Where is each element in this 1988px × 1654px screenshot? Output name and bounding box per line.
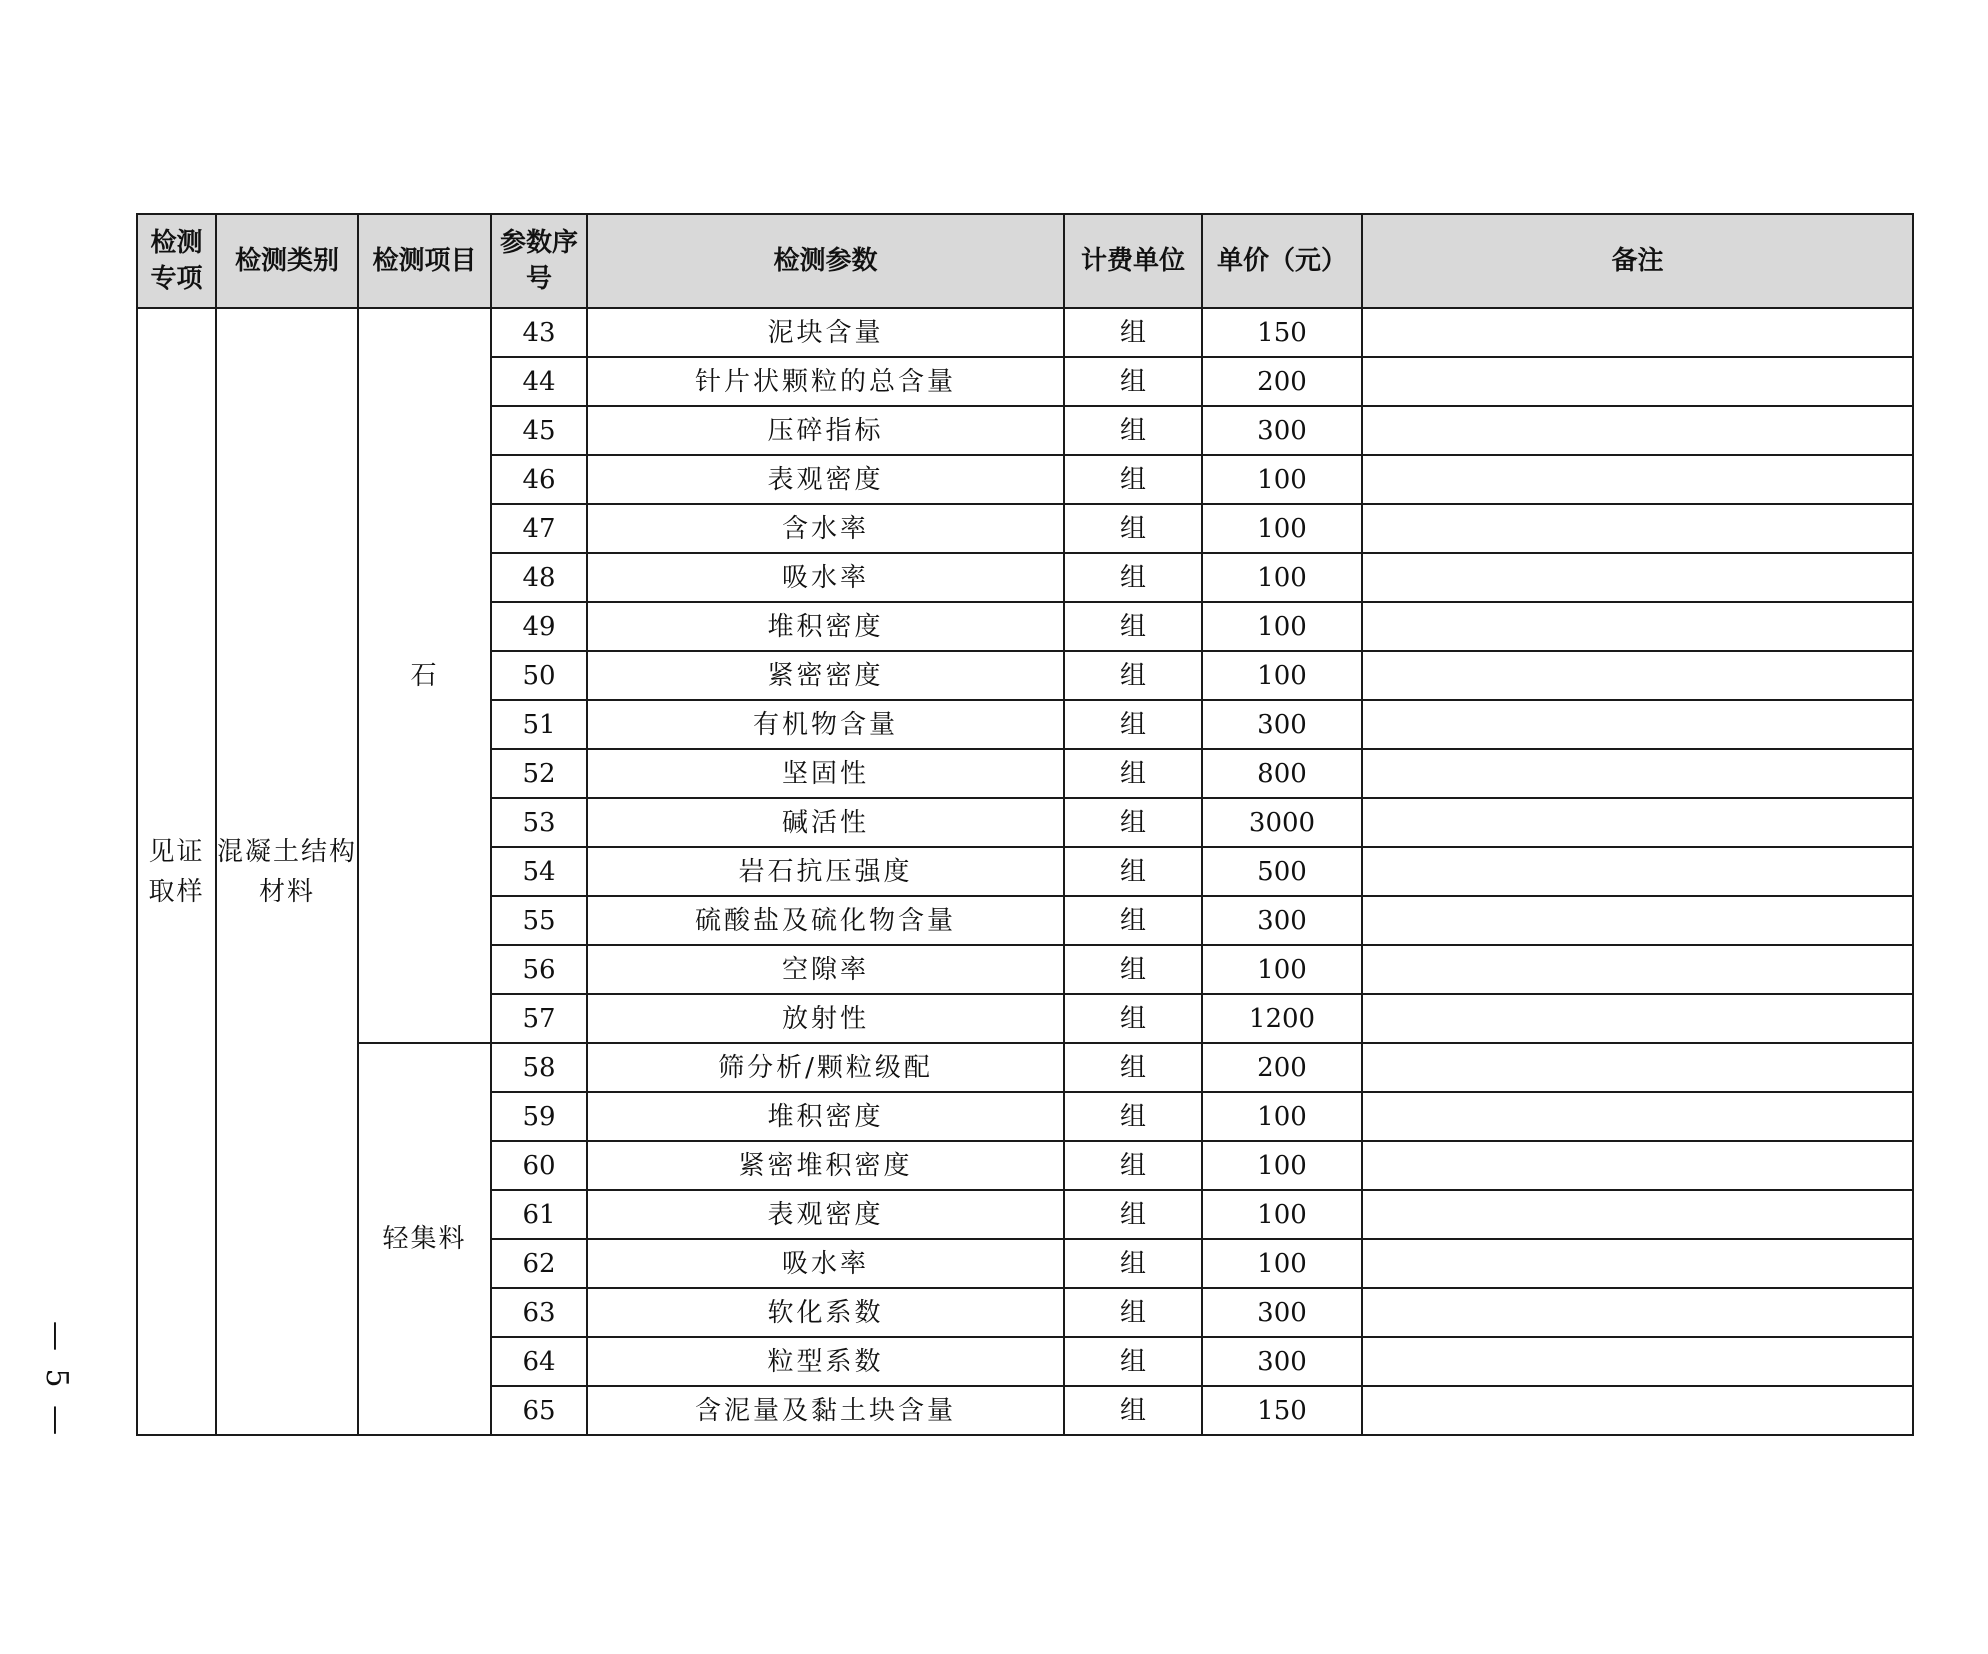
cell-price: 300 (1202, 896, 1362, 945)
table-row (137, 308, 1913, 357)
header-special: 检测专项 (137, 214, 216, 308)
cell-price: 300 (1202, 1337, 1362, 1386)
cell-unit: 组 (1064, 847, 1202, 896)
cell-param: 坚固性 (587, 749, 1064, 798)
cell-price: 100 (1202, 553, 1362, 602)
cell-seq: 48 (491, 553, 587, 602)
cell-remark (1362, 1092, 1913, 1141)
cell-remark (1362, 798, 1913, 847)
cell-unit: 组 (1064, 749, 1202, 798)
cell-remark (1362, 945, 1913, 994)
cell-param: 粒型系数 (587, 1337, 1064, 1386)
cell-param: 软化系数 (587, 1288, 1064, 1337)
cell-remark (1362, 602, 1913, 651)
table-row (137, 1043, 1913, 1092)
cell-unit: 组 (1064, 357, 1202, 406)
table-body (137, 308, 1913, 1435)
cell-param: 泥块含量 (587, 308, 1064, 357)
cell-remark (1362, 406, 1913, 455)
cell-param: 含泥量及黏土块含量 (587, 1386, 1064, 1435)
cell-remark (1362, 455, 1913, 504)
cell-seq: 60 (491, 1141, 587, 1190)
cell-unit: 组 (1064, 504, 1202, 553)
header-category: 检测类别 (216, 214, 358, 308)
cell-seq: 46 (491, 455, 587, 504)
cell-unit: 组 (1064, 1043, 1202, 1092)
cell-unit: 组 (1064, 455, 1202, 504)
cell-unit: 组 (1064, 308, 1202, 357)
cell-seq: 58 (491, 1043, 587, 1092)
cell-param: 表观密度 (587, 455, 1064, 504)
cell-remark (1362, 896, 1913, 945)
cell-unit: 组 (1064, 1190, 1202, 1239)
fee-table (136, 213, 1914, 1436)
cell-unit: 组 (1064, 1092, 1202, 1141)
header-seq: 参数序号 (491, 214, 587, 308)
cell-price: 1200 (1202, 994, 1362, 1043)
cell-price: 100 (1202, 651, 1362, 700)
cell-param: 硫酸盐及硫化物含量 (587, 896, 1064, 945)
cell-seq: 65 (491, 1386, 587, 1435)
cell-unit: 组 (1064, 1288, 1202, 1337)
cell-price: 100 (1202, 1239, 1362, 1288)
cell-unit: 组 (1064, 1239, 1202, 1288)
cell-remark (1362, 308, 1913, 357)
cell-price: 150 (1202, 308, 1362, 357)
cell-remark (1362, 1239, 1913, 1288)
cell-price: 300 (1202, 1288, 1362, 1337)
cell-remark (1362, 700, 1913, 749)
cell-seq: 51 (491, 700, 587, 749)
cell-seq: 61 (491, 1190, 587, 1239)
cell-param: 吸水率 (587, 553, 1064, 602)
cell-special: 见证取样 (137, 308, 216, 1435)
cell-item: 石 (358, 308, 491, 1043)
cell-price: 150 (1202, 1386, 1362, 1435)
cell-param: 放射性 (587, 994, 1064, 1043)
cell-seq: 59 (491, 1092, 587, 1141)
cell-seq: 56 (491, 945, 587, 994)
cell-param: 有机物含量 (587, 700, 1064, 749)
cell-param: 堆积密度 (587, 602, 1064, 651)
cell-param: 含水率 (587, 504, 1064, 553)
cell-seq: 45 (491, 406, 587, 455)
cell-param: 堆积密度 (587, 1092, 1064, 1141)
cell-seq: 49 (491, 602, 587, 651)
header-unit: 计费单位 (1064, 214, 1202, 308)
cell-price: 100 (1202, 602, 1362, 651)
cell-unit: 组 (1064, 406, 1202, 455)
cell-seq: 64 (491, 1337, 587, 1386)
cell-unit: 组 (1064, 798, 1202, 847)
cell-price: 500 (1202, 847, 1362, 896)
cell-price: 100 (1202, 455, 1362, 504)
cell-price: 300 (1202, 406, 1362, 455)
cell-param: 紧密密度 (587, 651, 1064, 700)
cell-seq: 44 (491, 357, 587, 406)
cell-seq: 62 (491, 1239, 587, 1288)
cell-param: 空隙率 (587, 945, 1064, 994)
cell-param: 表观密度 (587, 1190, 1064, 1239)
cell-remark (1362, 357, 1913, 406)
cell-remark (1362, 1190, 1913, 1239)
cell-seq: 57 (491, 994, 587, 1043)
cell-price: 200 (1202, 1043, 1362, 1092)
cell-param: 针片状颗粒的总含量 (587, 357, 1064, 406)
cell-param: 碱活性 (587, 798, 1064, 847)
table-header-row (137, 214, 1913, 308)
cell-price: 100 (1202, 945, 1362, 994)
cell-category: 混凝土结构材料 (216, 308, 358, 1435)
cell-item: 轻集料 (358, 1043, 491, 1435)
cell-param: 紧密堆积密度 (587, 1141, 1064, 1190)
cell-unit: 组 (1064, 1386, 1202, 1435)
cell-param: 吸水率 (587, 1239, 1064, 1288)
cell-unit: 组 (1064, 994, 1202, 1043)
cell-seq: 63 (491, 1288, 587, 1337)
cell-seq: 52 (491, 749, 587, 798)
cell-price: 100 (1202, 1190, 1362, 1239)
cell-seq: 43 (491, 308, 587, 357)
cell-remark (1362, 1337, 1913, 1386)
cell-price: 300 (1202, 700, 1362, 749)
cell-param: 压碎指标 (587, 406, 1064, 455)
header-param: 检测参数 (587, 214, 1064, 308)
cell-param: 岩石抗压强度 (587, 847, 1064, 896)
cell-remark (1362, 1043, 1913, 1092)
cell-seq: 55 (491, 896, 587, 945)
cell-unit: 组 (1064, 651, 1202, 700)
cell-unit: 组 (1064, 553, 1202, 602)
cell-remark (1362, 1386, 1913, 1435)
cell-price: 100 (1202, 1092, 1362, 1141)
cell-unit: 组 (1064, 1141, 1202, 1190)
header-remark: 备注 (1362, 214, 1913, 308)
cell-remark (1362, 847, 1913, 896)
cell-price: 100 (1202, 1141, 1362, 1190)
cell-remark (1362, 1141, 1913, 1190)
cell-seq: 47 (491, 504, 587, 553)
cell-price: 100 (1202, 504, 1362, 553)
cell-unit: 组 (1064, 700, 1202, 749)
cell-remark (1362, 994, 1913, 1043)
cell-unit: 组 (1064, 896, 1202, 945)
header-price: 单价（元） (1202, 214, 1362, 308)
cell-seq: 53 (491, 798, 587, 847)
cell-param: 筛分析/颗粒级配 (587, 1043, 1064, 1092)
cell-seq: 54 (491, 847, 587, 896)
cell-unit: 组 (1064, 602, 1202, 651)
cell-remark (1362, 504, 1913, 553)
cell-price: 3000 (1202, 798, 1362, 847)
cell-unit: 组 (1064, 1337, 1202, 1386)
cell-remark (1362, 1288, 1913, 1337)
header-item: 检测项目 (358, 214, 491, 308)
cell-unit: 组 (1064, 945, 1202, 994)
cell-seq: 50 (491, 651, 587, 700)
cell-price: 200 (1202, 357, 1362, 406)
cell-remark (1362, 553, 1913, 602)
page-number: — 5 — (39, 1320, 74, 1440)
cell-remark (1362, 749, 1913, 798)
cell-price: 800 (1202, 749, 1362, 798)
cell-remark (1362, 651, 1913, 700)
